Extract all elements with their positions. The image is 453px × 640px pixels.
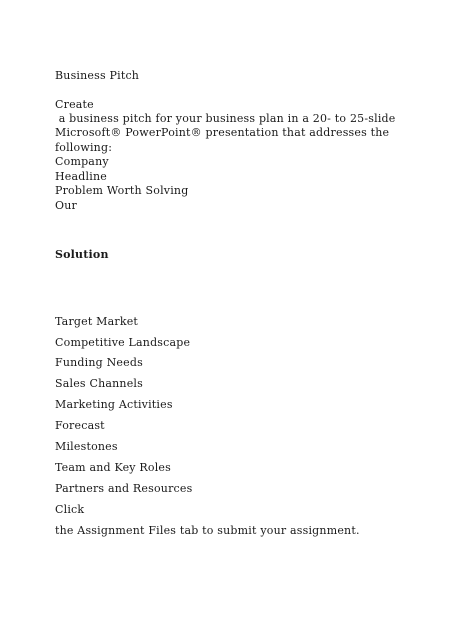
- intro-line-our: Our: [55, 199, 77, 212]
- list-item: Marketing Activities: [55, 398, 173, 411]
- intro-line-headline: Headline: [55, 170, 107, 183]
- list-item: Partners and Resources: [55, 482, 193, 495]
- list-item: Click: [55, 503, 85, 516]
- intro-line-problem: Problem Worth Solving: [55, 184, 189, 197]
- list-item: Funding Needs: [55, 356, 143, 369]
- intro-line-following: following:: [55, 141, 113, 154]
- list-item: Milestones: [55, 440, 118, 453]
- intro-line-create: Create: [55, 98, 94, 111]
- list-item: Forecast: [55, 419, 105, 432]
- document-title: Business Pitch: [55, 69, 140, 82]
- list-item: Sales Channels: [55, 377, 143, 390]
- list-item: Team and Key Roles: [55, 461, 171, 474]
- section-heading-solution: Solution: [55, 248, 109, 261]
- list-item: Competitive Landscape: [55, 336, 191, 349]
- intro-line-powerpoint: Microsoft® PowerPoint® presentation that addresses the: [55, 126, 390, 139]
- closing-line: the Assignment Files tab to submit your assignment.: [55, 524, 360, 537]
- intro-line-company: Company: [55, 155, 109, 168]
- intro-line-business-pitch: a business pitch for your business plan in a 20- to 25-slide: [55, 112, 396, 125]
- list-item: Target Market: [55, 315, 139, 328]
